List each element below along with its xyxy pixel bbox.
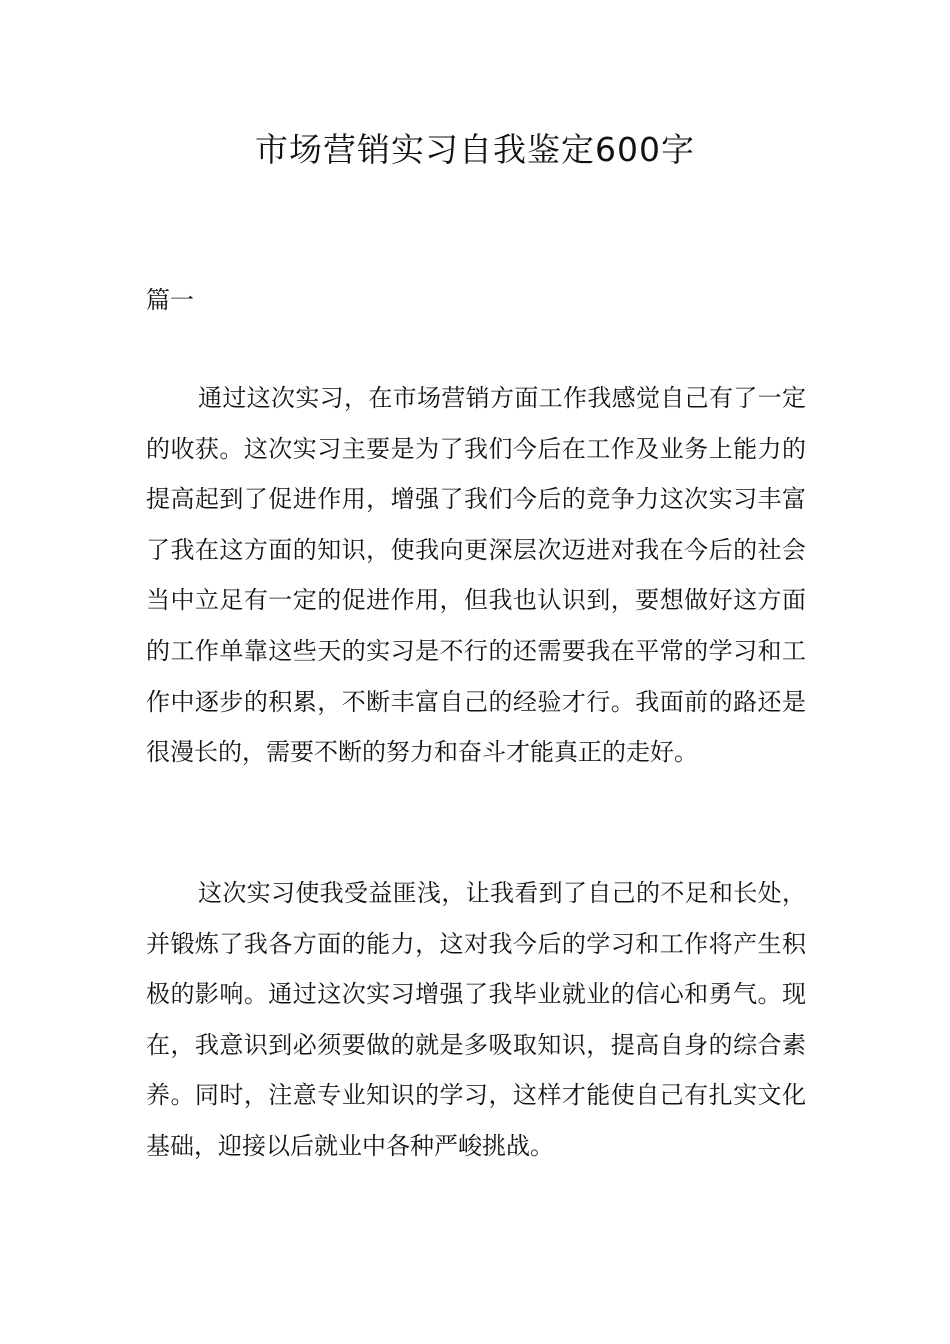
page-title: 市场营销实习自我鉴定600字: [255, 130, 695, 169]
section-label: 篇一: [146, 286, 194, 314]
paragraph-2: 这次实习使我受益匪浅，让我看到了自己的不足和长处，并锻炼了我各方面的能力，这对我今后的学习和工作将产生积极的影响。通过这次实习增强了我毕业就业的信心和勇气。现在，我意识到必须要做的就是多吸取知识，提高自身的综合素养。同时，注意专业知识的学习，这样才能使自己有扎实文化基础，迎接以后就业中各种严峻挑战。: [146, 879, 806, 1160]
paragraph-1: 通过这次实习，在市场营销方面工作我感觉自己有了一定的收获。这次实习主要是为了我们今后在工作及业务上能力的提高起到了促进作用，增强了我们今后的竞争力这次实习丰富了我在这方面的知识，使我向更深层次迈进对我在今后的社会当中立足有一定的促进作用，但我也认识到，要想做好这方面的工作单靠这些天的实习是不行的还需要我在平常的学习和工作中逐步的积累，不断丰富自己的经验才行。我面前的路还是很漫长的，需要不断的努力和奋斗才能真正的走好。: [146, 384, 806, 767]
